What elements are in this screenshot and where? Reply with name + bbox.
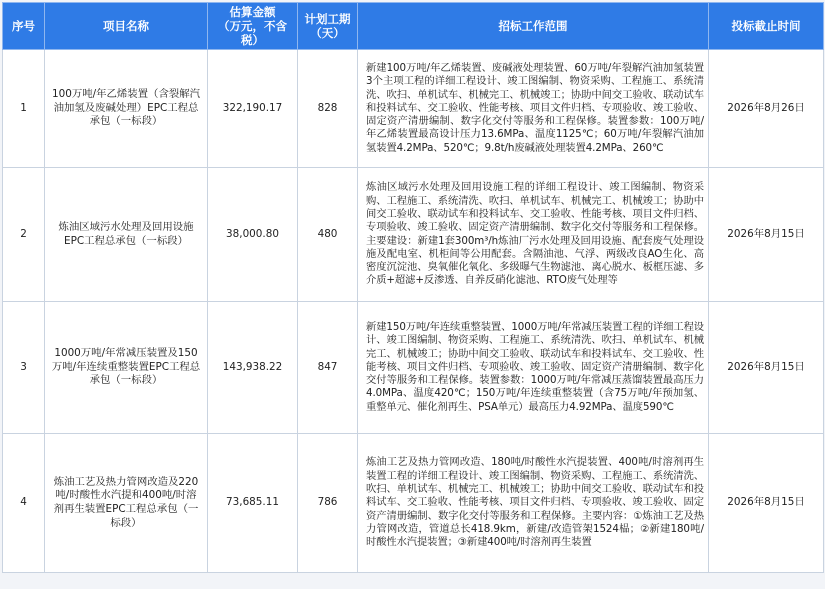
row-scope: 新建100万吨/年乙烯装置、废碱液处理装置、60万吨/年裂解汽油加氢装置3个主项工程的详细工程设计、竣工图编制、物资采购、工程施工、系统清洗、吹扫、单机试车、机械完工、机械竣工；协助中间交工验收、联动试车和投料试车、交工验收、性能考核、项目文件归档、专项验收、竣工验收、固定资产清册编制、数字化交付等服务和工程保修。装置参数：100万吨/年乙烯装置最高设计压力13.6MPa、温度1125℃；60万吨/年裂解汽油加氢装置4.2MPa、520℃；9.8t/h废碱液处理装置4.2MPa、260℃ [358, 50, 709, 168]
row-project-name: 100万吨/年乙烯装置（含裂解汽油加氢及废碱处理）EPC工程总承包（一标段） [45, 50, 208, 168]
row-deadline: 2026年8月26日 [709, 50, 824, 168]
table-row [3, 168, 824, 302]
row-deadline: 2026年8月15日 [709, 168, 824, 302]
header-tender-scope: 招标工作范围 [358, 3, 709, 50]
row-period: 786 [298, 434, 358, 573]
row-scope: 炼油区域污水处理及回用设施工程的详细工程设计、竣工图编制、物资采购、工程施工、系统清洗、吹扫、单机试车、机械完工、机械竣工；协助中间交工验收、联动试车和投料试车、交工验收、性能考核、项目文件归档、专项验收、竣工验收、固定资产清册编制、数字化交付等服务和工程保修。主要建设：新建1套300m³/h炼油厂污水处理及回用设施、配套废气处理设施及配电室、机柜间等公用配套。含隔油池、气浮、两级改良AO生化、高密度沉淀池、臭氧催化氧化、多级曝气生物滤池、离心脱水、板框压滤、多介质+超滤+反渗透、自养反硝化滤池、RTO废气处理等 [358, 168, 709, 302]
table-row [3, 434, 824, 573]
row-amount: 143,938.22 [208, 302, 298, 434]
header-seq: 序号 [3, 3, 45, 50]
header-estimated-amount: 估算金额 （万元，不含税） [208, 3, 298, 50]
table-row [3, 50, 824, 168]
row-deadline: 2026年8月15日 [709, 434, 824, 573]
tender-table [2, 2, 824, 573]
row-period: 480 [298, 168, 358, 302]
row-scope: 新建150万吨/年连续重整装置、1000万吨/年常减压装置工程的详细工程设计、竣工图编制、物资采购、工程施工、系统清洗、吹扫、单机试车、机械完工、机械竣工；协助中间交工验收、联动试车和投料试车、交工验收、性能考核、项目文件归档、专项验收、竣工验收、固定资产清册编制、数字化交付等服务和工程保修。装置参数：1000万吨/年常减压蒸馏装置最高压力4.0MPa、温度420℃；150万吨/年连续重整装置（含75万吨/年预加氢、重整单元、催化剂再生、PSA单元）最高压力4.92MPa、温度590℃ [358, 302, 709, 434]
row-seq: 4 [3, 434, 45, 573]
row-amount: 322,190.17 [208, 50, 298, 168]
row-seq: 2 [3, 168, 45, 302]
header-bid-deadline: 投标截止时间 [709, 3, 824, 50]
row-scope: 炼油工艺及热力管网改造、180吨/时酸性水汽提装置、400吨/时溶剂再生装置工程的详细工程设计、竣工图编制、物资采购、工程施工、系统清洗、吹扫、单机试车、机械完工、机械竣工；协助中间交工验收、联动试车和投料试车、交工验收、性能考核、项目文件归档、专项验收、竣工验收、固定资产清册编制、数字化交付等服务和工程保修。主要内容：①炼油工艺及热力管网改造，管道总长418.9km，新建/改造管架1524榀；②新建180吨/时酸性水汽提装置；③新建400吨/时溶剂再生装置 [358, 434, 709, 573]
row-period: 828 [298, 50, 358, 168]
row-deadline: 2026年8月15日 [709, 302, 824, 434]
row-project-name: 炼油工艺及热力管网改造及220吨/时酸性水汽提和400吨/时溶剂再生装置EPC工程总承包（一标段） [45, 434, 208, 573]
row-seq: 1 [3, 50, 45, 168]
header-planned-period: 计划工期 （天） [298, 3, 358, 50]
row-project-name: 炼油区域污水处理及回用设施EPC工程总承包（一标段） [45, 168, 208, 302]
table-header-row [3, 3, 824, 50]
row-seq: 3 [3, 302, 45, 434]
row-period: 847 [298, 302, 358, 434]
row-amount: 73,685.11 [208, 434, 298, 573]
row-amount: 38,000.80 [208, 168, 298, 302]
row-project-name: 1000万吨/年常减压装置及150万吨/年连续重整装置EPC工程总承包（一标段） [45, 302, 208, 434]
table-row [3, 302, 824, 434]
header-project-name: 项目名称 [45, 3, 208, 50]
